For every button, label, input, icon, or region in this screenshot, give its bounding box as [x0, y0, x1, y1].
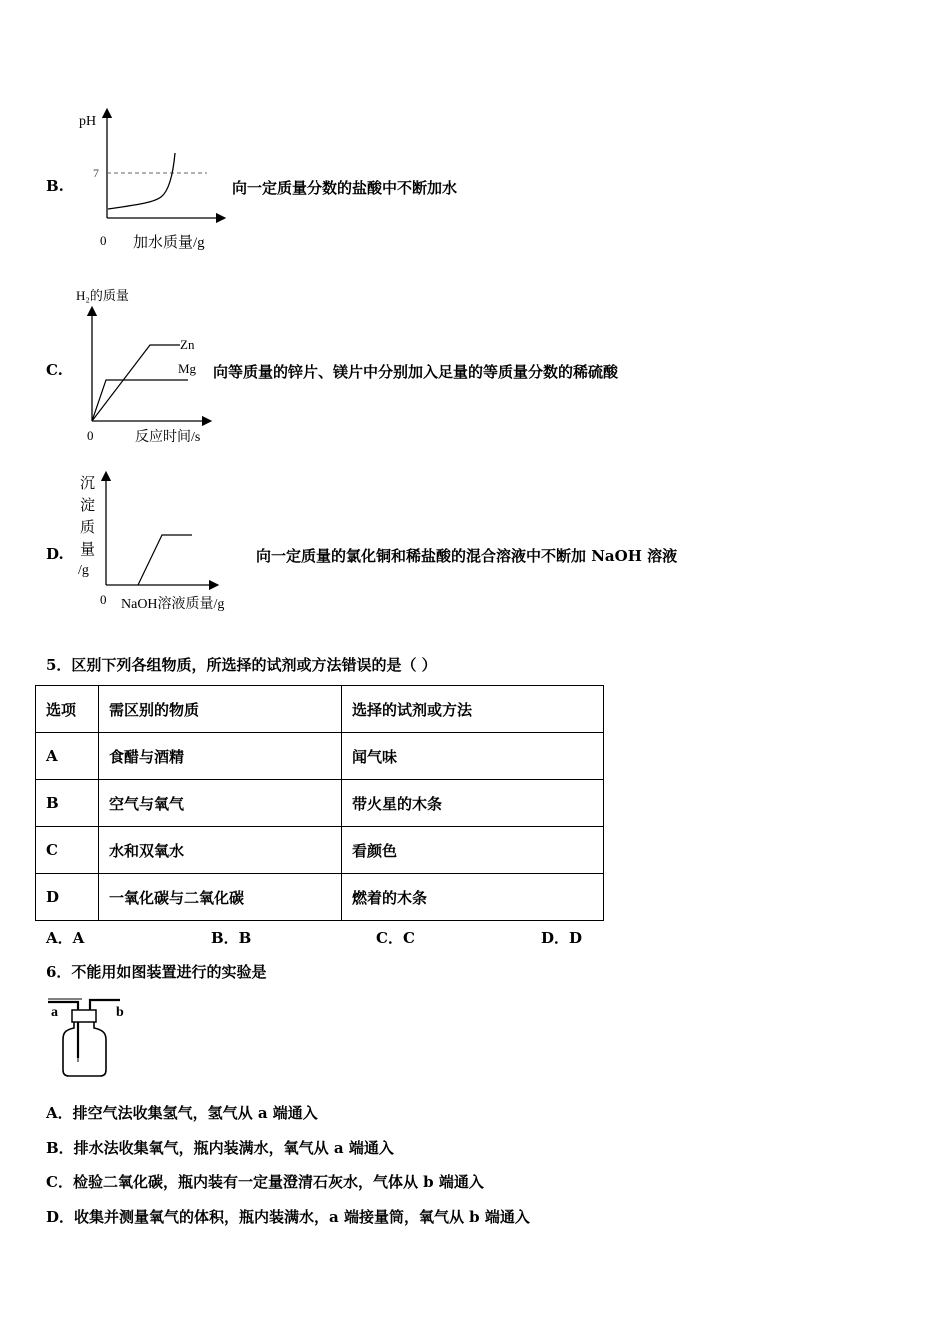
zn-label: Zn [180, 337, 195, 352]
ph-curve [108, 153, 175, 209]
port-b-label: b [116, 1005, 124, 1020]
q6-option-c: C．检验二氧化碳，瓶内装有一定量澄清石灰水，气体从 b 端通入 [46, 1173, 484, 1191]
ph-graph [75, 105, 235, 255]
q5-stem: 5．区别下列各组物质，所选择的试剂或方法错误的是（ ） [46, 656, 437, 674]
row-method: 燃着的木条 [342, 874, 604, 921]
y-axis-label: H₂的质量 [76, 288, 129, 303]
q5-choice-a: A．A [46, 929, 85, 947]
x-axis-label: 加水质量/g [133, 235, 205, 251]
ph-7-mark: 7 [93, 166, 99, 180]
origin-label: 0 [100, 592, 107, 607]
bottle [63, 1022, 106, 1076]
y-label-5: /g [78, 563, 89, 578]
x-axis-label: NaOH溶液质量/g [121, 597, 225, 612]
origin-label: 0 [87, 428, 94, 443]
precipitate-graph [74, 466, 254, 616]
x-axis-label: 反应时间/s [135, 430, 201, 445]
header-option: 选项 [36, 686, 99, 733]
option-c-letter: C. [46, 361, 63, 379]
q6-option-b: B．排水法收集氧气，瓶内装满水，氧气从 a 端通入 [46, 1139, 394, 1157]
option-b-text: 向一定质量分数的盐酸中不断加水 [232, 179, 458, 197]
q6-option-d: D．收集并测量氧气的体积，瓶内装满水，a 端接量筒，氧气从 b 端通入 [46, 1208, 530, 1226]
header-substance: 需区别的物质 [99, 686, 342, 733]
row-option: B [36, 780, 99, 827]
q5-table [35, 685, 604, 921]
origin-label: 0 [100, 233, 107, 248]
row-substance: 食醋与酒精 [99, 733, 342, 780]
table-row [36, 780, 604, 827]
table-header-row [36, 686, 604, 733]
table-row [36, 827, 604, 874]
row-substance: 一氧化碳与二氧化碳 [99, 874, 342, 921]
stopper [72, 1010, 96, 1022]
row-method: 看颜色 [342, 827, 604, 874]
precipitate-line [138, 535, 192, 585]
hydrogen-graph [72, 285, 212, 450]
y-label-4: 量 [80, 542, 96, 558]
row-option: C [36, 827, 99, 874]
header-method: 选择的试剂或方法 [342, 686, 604, 733]
row-method: 带火星的木条 [342, 780, 604, 827]
row-substance: 空气与氧气 [99, 780, 342, 827]
q5-choice-c: C．C [376, 929, 415, 947]
mg-line [92, 380, 188, 421]
option-d-text: 向一定质量的氯化铜和稀盐酸的混合溶液中不断加 NaOH 溶液 [256, 547, 678, 565]
q5-choice-d: D．D [541, 929, 583, 947]
mg-label: Mg [178, 361, 197, 376]
row-option: D [36, 874, 99, 921]
row-option: A [36, 733, 99, 780]
table-row [36, 874, 604, 921]
y-label-2: 淀 [80, 498, 96, 514]
table-row [36, 733, 604, 780]
y-label-1: 沉 [80, 476, 96, 492]
row-method: 闻气味 [342, 733, 604, 780]
row-substance: 水和双氧水 [99, 827, 342, 874]
y-label-3: 质 [80, 520, 96, 536]
q6-option-a: A．排空气法收集氢气，氢气从 a 端通入 [46, 1104, 318, 1122]
option-c-text: 向等质量的锌片、镁片中分别加入足量的等质量分数的稀硫酸 [213, 363, 619, 381]
port-a-label: a [51, 1005, 58, 1020]
q6-stem: 6．不能用如图装置进行的实验是 [46, 963, 267, 981]
option-b-letter: B. [46, 177, 64, 195]
q5-choice-b: B．B [211, 929, 252, 947]
gas-bottle-figure [44, 990, 134, 1082]
option-d-letter: D. [46, 545, 64, 563]
y-axis-label: pH [79, 114, 97, 129]
